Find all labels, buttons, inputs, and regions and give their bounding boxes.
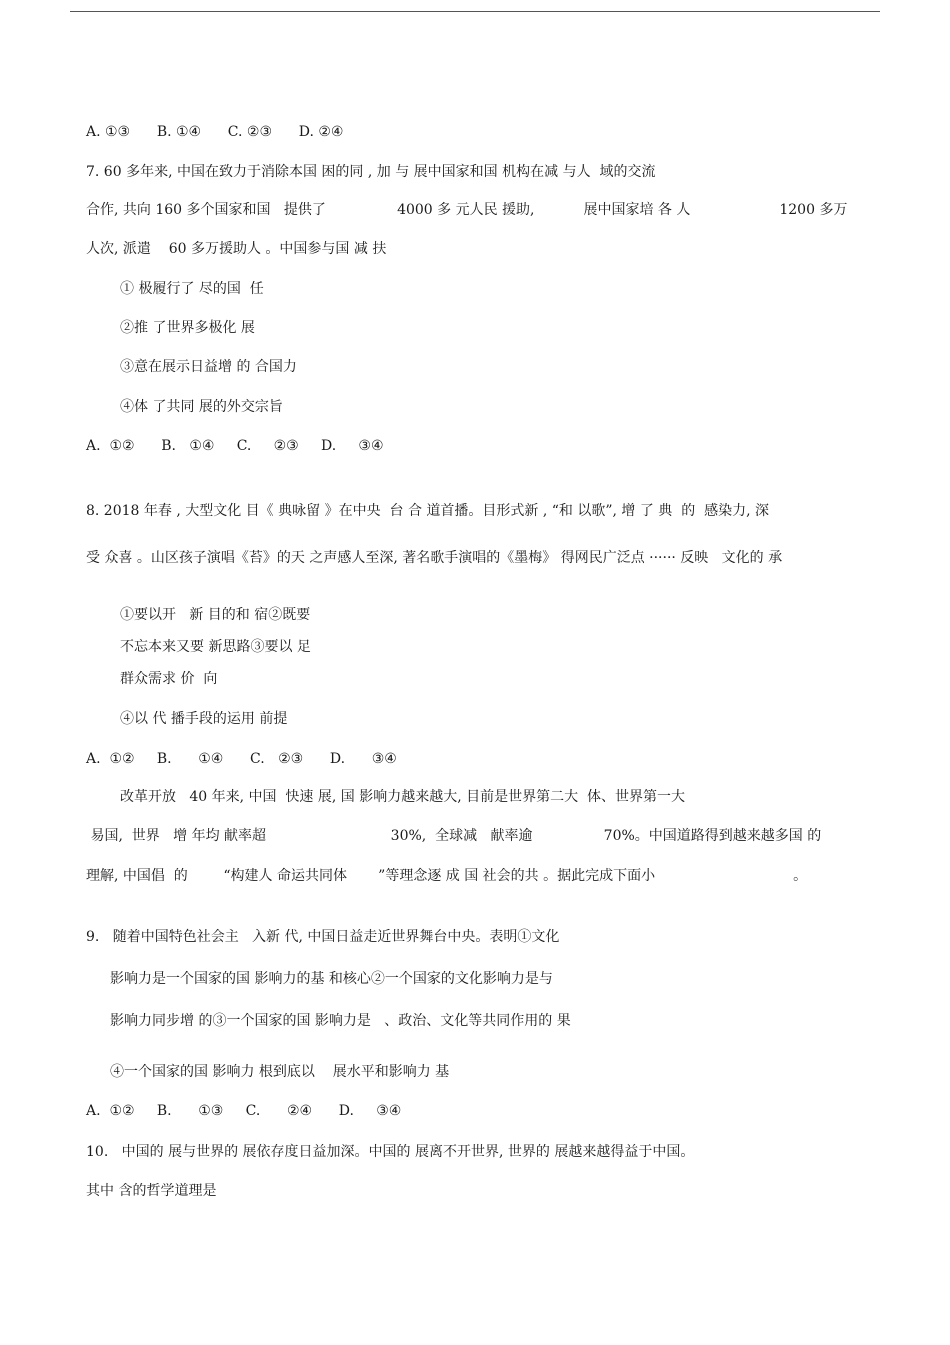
q9-text-line-2: 影响力是一个国家的国 影响力的基 和核心②一个国家的文化影响力是与: [110, 971, 553, 987]
q10-text-line-2: 其中 含的哲学道理是: [86, 1183, 217, 1199]
q7-text-line-3: 人次, 派遣 60 多万援助人 。中国参与国 减 扶: [86, 241, 387, 257]
passage-line-3: 理解, 中国倡 的 “构建人 命运共同体 ”等理念逐 成 国 社会的共 。据此完成下面小 。: [86, 868, 808, 884]
q8-options: A. ①② B. ①④ C. ②③ D. ③④: [86, 751, 397, 767]
q9-text-line-3: 影响力同步增 的③一个国家的国 影响力是 、政治、文化等共同作用的 果: [110, 1013, 571, 1029]
q6-options: A. ①③ B. ①④ C. ②③ D. ②④: [86, 124, 344, 140]
q8-text-line-1: 8. 2018 年春 , 大型文化 目《 典咏留 》在中央 台 合 道首播。目形式新 , “和 以歌”, 增 了 典 的 感染力, 深: [86, 503, 770, 519]
q8-statement-2: 不忘本来又要 新思路③要以 足: [120, 639, 311, 655]
q7-options: A. ①② B. ①④ C. ②③ D. ③④: [86, 438, 384, 454]
q8-statement-4: ④以 代 播手段的运用 前提: [120, 711, 288, 727]
q9-text-line-1: 9. 随着中国特色社会主 入新 代, 中国日益走近世界舞台中央。表明①文化: [86, 929, 560, 945]
passage-line-1: 改革开放 40 年来, 中国 快速 展, 国 影响力越来越大, 目前是世界第二大 体、世界第一大: [120, 789, 686, 805]
q7-statement-4: ④体 了共同 展的外交宗旨: [120, 399, 283, 415]
q9-text-line-4: ④一个国家的国 影响力 根到底以 展水平和影响力 基: [110, 1064, 450, 1080]
q7-statement-1: ① 极履行了 尽的国 任: [120, 281, 264, 297]
q7-statement-3: ③意在展示日益增 的 合国力: [120, 359, 297, 375]
passage-line-2: 易国, 世界 增 年均 献率超 30%, 全球减 献率逾 70%。中国道路得到越来越多国 的: [86, 828, 822, 844]
q9-options: A. ①② B. ①③ C. ②④ D. ③④: [86, 1103, 402, 1119]
q7-text-line-1: 7. 60 多年来, 中国在致力于消除本国 困的同 , 加 与 展中国家和国 机构在减 与人 域的交流: [86, 164, 656, 180]
q7-statement-2: ②推 了世界多极化 展: [120, 320, 255, 336]
q10-text-line-1: 10. 中国的 展与世界的 展依存度日益加深。中国的 展离不开世界, 世界的 展越来越得益于中国。: [86, 1144, 695, 1160]
q8-statement-1: ①要以开 新 目的和 宿②既要: [120, 607, 311, 623]
q7-text-line-2: 合作, 共向 160 多个国家和国 提供了 4000 多 元人民 援助, 展中国家培 各 人 1200 多万: [86, 202, 848, 218]
q8-text-line-2: 受 众喜 。山区孩子演唱《苔》的天 之声感人至深, 著名歌手演唱的《墨梅》 得网民广泛点 ······ 反映 文化的 承: [86, 550, 783, 566]
header-rule: [70, 11, 880, 12]
q8-statement-3: 群众需求 价 向: [120, 671, 218, 687]
